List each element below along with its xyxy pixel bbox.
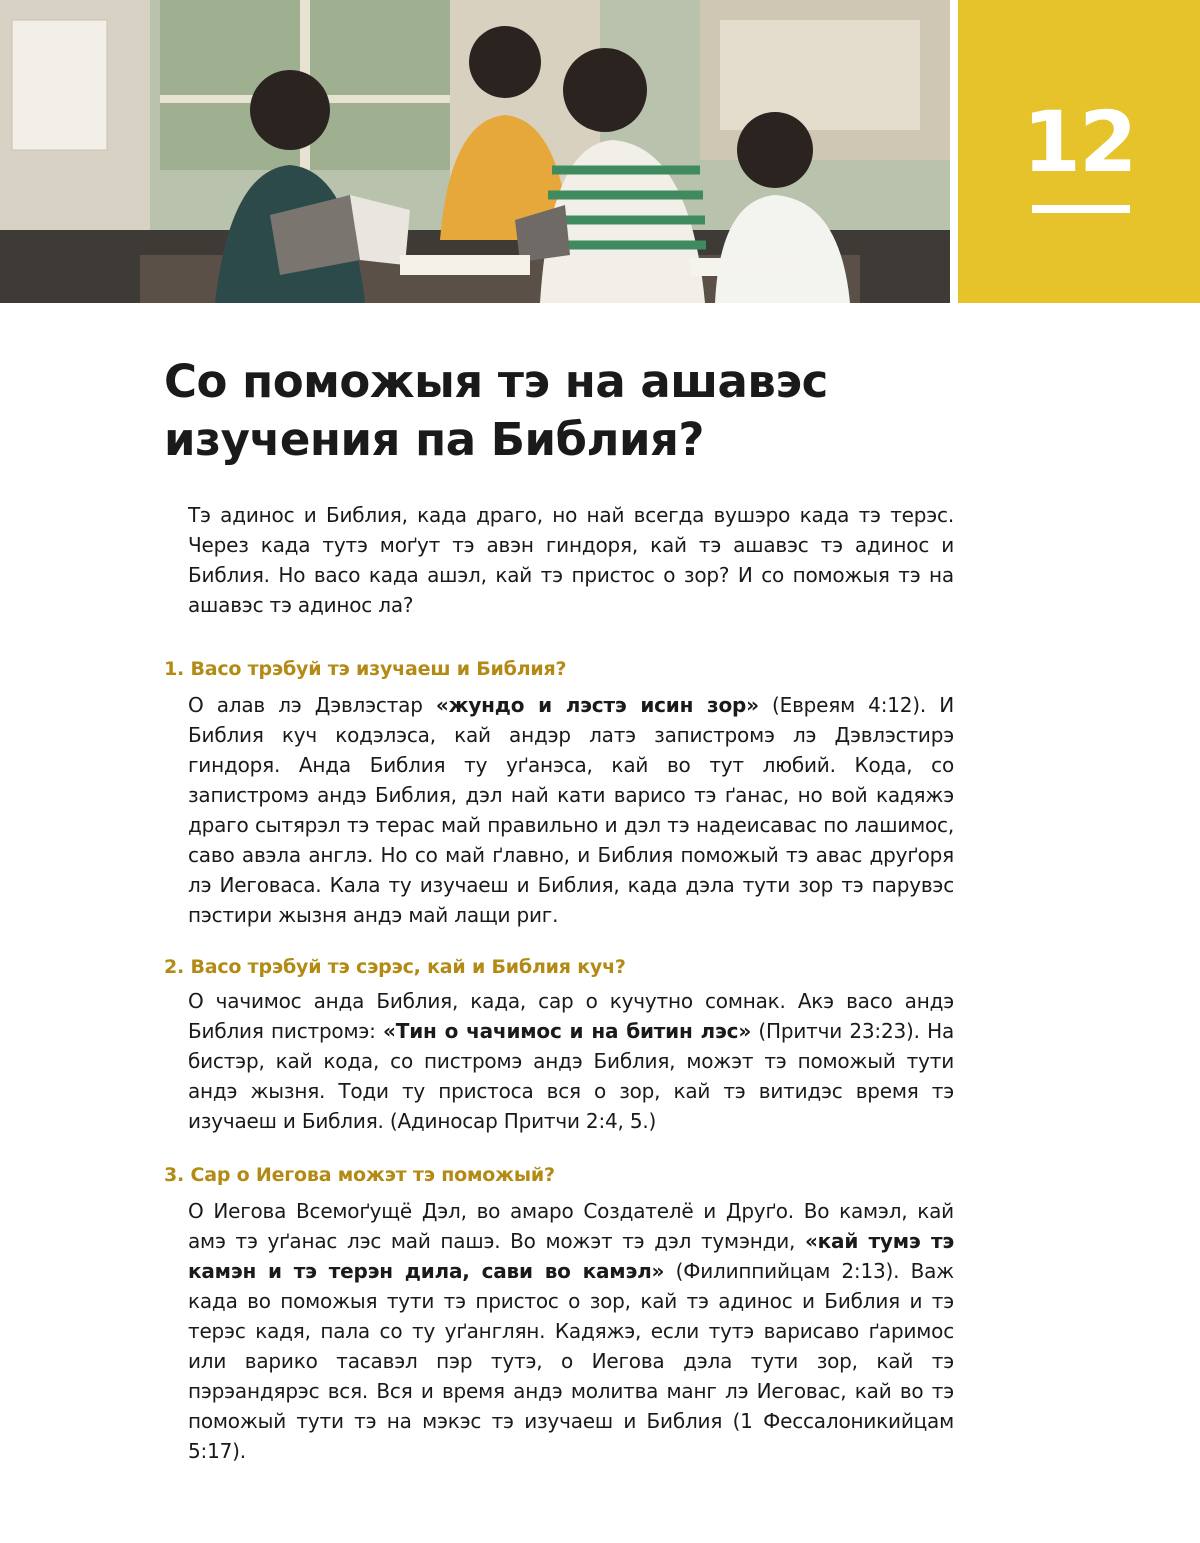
chapter-number: 12: [1022, 93, 1136, 191]
article-body: [164, 500, 954, 1466]
chapter-badge: [958, 0, 1200, 303]
page-title: Со поможыя тэ на ашавэс изучения па Библия?: [164, 355, 828, 466]
chapter-underline: [1032, 205, 1130, 213]
question-3-heading: 3. Сар о Иегова можэт тэ поможый?: [164, 1164, 555, 1186]
scripture-quote-2: «Тин о чачимос и на битин лэс»: [383, 1019, 752, 1043]
answer-3-paragraph: О Иегова Всемоґущё Дэл, во амаро Создателё и Друґо. Во камэл, кай амэ тэ уґанас лэс май пашэ. Во можэт тэ дэл тумэнди, «кай тумэ тэ камэн и тэ терэн дила, сави во камэл» (Филиппийцам 2:13). Важ када во поможыя тути тэ пристос о зор, кай тэ адинос и Библия и тэ терэс кадя, пала со ту уґанглян. Кадяжэ, если тутэ варисаво ґаримос или варико тасавэл пэр тутэ, о Иегова дэла тути зор, кай тэ пэрэандярэс вся. Вся и время андэ молитва манг лэ Иеговас, кай во тэ поможый тути тэ на мэкэс тэ изучаеш и Библия (1 Фессалоникийцам 5:17).: [188, 1199, 954, 1463]
answer-2-paragraph: О чачимос анда Библия, када, сар о кучутно сомнак. Акэ васо андэ Библия пистромэ: «Тин о чачимос и на битин лэс» (Притчи 23:23). На бистэр, кай кода, со пистромэ андэ Библия, можэт тэ поможый тути андэ жызня. Тоди ту пристоса вся о зор, кай тэ витидэс время тэ изучаеш и Библия. (Адиносар Притчи 2:4, 5.): [188, 989, 954, 1133]
intro-paragraph: Тэ адинос и Библия, када драго, но най всегда вушэро када тэ терэс. Через када тутэ моґут тэ авэн гиндоря, кай тэ ашавэс тэ адинос и Библия. Но васо када ашэл, кай тэ пристос о зор? И со поможыя тэ на ашавэс тэ адинос ла?: [188, 503, 954, 617]
family-bible-study-photo-icon: [0, 0, 950, 303]
question-1-heading: 1. Васо трэбуй тэ изучаеш и Библия?: [164, 658, 567, 680]
hero-photo: [0, 0, 950, 303]
answer-1-paragraph: О алав лэ Дэвлэстар «жундо и лэстэ исин зор» (Евреям 4:12). И Библия куч кодэлэса, кай андэр латэ запистромэ лэ Дэвлэстирэ гиндоря. Анда Библия ту уґанэса, кай во тут любий. Кода, со запистромэ андэ Библия, дэл най кати варисо тэ ґанас, но вой кадяжэ драго сытярэл тэ терас май правильно и дэл тэ надеисавас по лашимос, саво авэла англэ. Но со май ґлавно, и Библия поможый тэ авас друґоря лэ Иеговаса. Кала ту изучаеш и Библия, када дэла тути зор тэ парувэс пэстири жызня андэ май лащи риг.: [188, 693, 954, 927]
question-2-heading: 2. Васо трэбуй тэ сэрэс, кай и Библия куч?: [164, 956, 626, 978]
scripture-quote-3: «кай тумэ тэ камэн и тэ терэн дила, сави во камэл»: [188, 1229, 954, 1283]
scripture-quote-1: «жундо и лэстэ исин зор»: [435, 693, 759, 717]
